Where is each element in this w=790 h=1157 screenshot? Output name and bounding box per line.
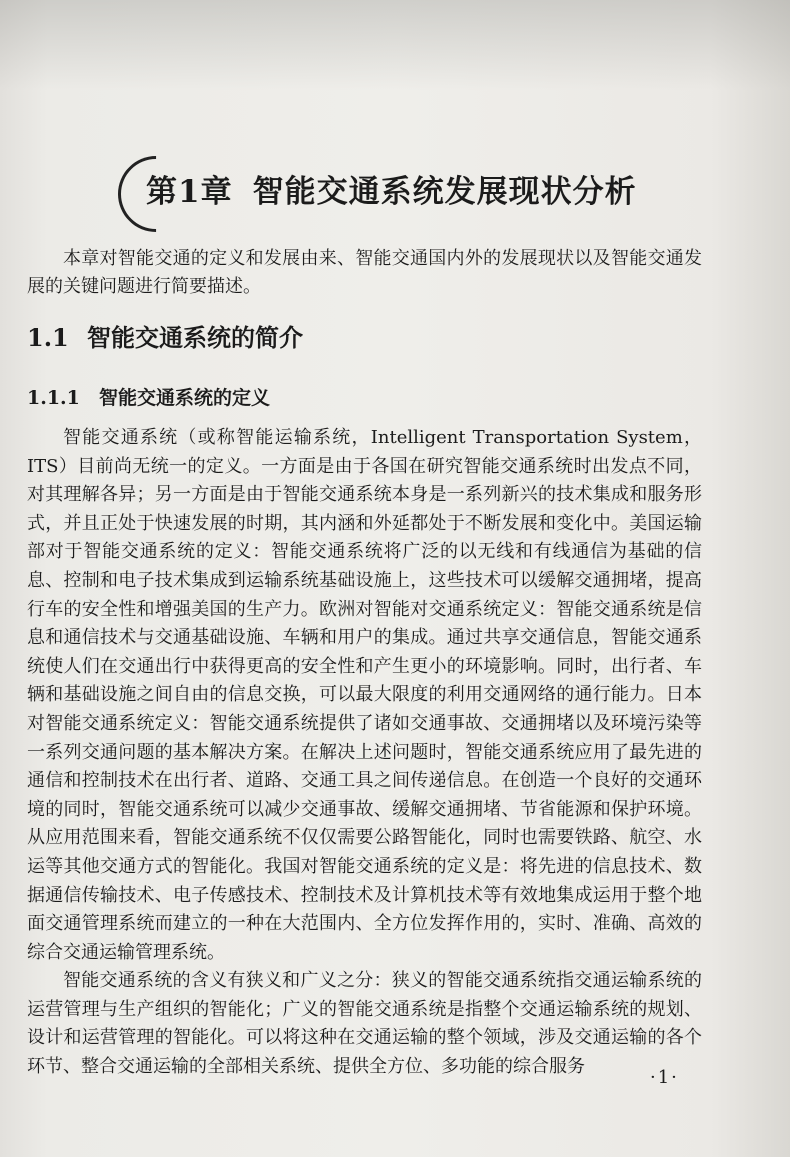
page-number: ·1· (650, 1067, 679, 1088)
section-number: 1.1 (27, 323, 69, 352)
chapter-label: 第1章 (146, 174, 233, 210)
subsection-title: 智能交通系统的定义 (99, 387, 271, 409)
body-text (27, 424, 702, 1082)
section-title: 智能交通系统的简介 (87, 323, 303, 352)
section-heading (27, 318, 303, 353)
chapter-intro: 本章对智能交通的定义和发展由来、智能交通国内外的发展现状以及智能交通发展的关键问题进行简要描述。 (27, 248, 702, 297)
chapter-title-text: 智能交通系统发展现状分析 (252, 174, 637, 210)
paragraph: 智能交通系统的含义有狭义和广义之分：狭义的智能交通系统指交通运输系统的运营管理与生产组织的智能化；广义的智能交通系统是指整个交通运输系统的规划、设计和运营管理的智能化。可以将这种在交通运输的整个领域，涉及交通运输的各个环节、整合交通运输的全部相关系统、提供全方位、多功能的综合服务 (27, 970, 702, 1078)
subsection-number: 1.1.1 (27, 387, 80, 409)
chapter-title (146, 166, 637, 211)
paragraph: 智能交通系统（或称智能运输系统，Intelligent Transportation System，ITS）目前尚无统一的定义。一方面是由于各国在研究智能交通系统时出发点不同，对其理解各异；另一方面是由于智能交通系统本身是一系列新兴的技术集成和服务形式，并且正处于快速发展的时期，其内涵和外延都处于不断发展和变化中。美国运输部对于智能交通系统的定义：智能交通系统将广泛的以无线和有线通信为基础的信息、控制和电子技术集成到运输系统基础设施上，这些技术可以缓解交通拥堵，提高行车的安全性和增强美国的生产力。欧洲对智能对交通系统定义：智能交通系统是信息和通信技术与交通基础设施、车辆和用户的集成。通过共享交通信息，智能交通系统使人们在交通出行中获得更高的安全性和产生更小的环境影响。同时，出行者、车辆和基础设施之间自由的信息交换，可以最大限度的利用交通网络的通行能力。日本对智能交通系统定义：智能交通系统提供了诸如交通事故、交通拥堵以及环境污染等一系列交通问题的基本解决方案。在解决上述问题时，智能交通系统应用了最先进的通信和控制技术在出行者、道路、交通工具之间传递信息。在创造一个良好的交通环境的同时，智能交通系统可以减少交通事故、缓解交通拥堵、节省能源和保护环境。从应用范围来看，智能交通系统不仅仅需要公路智能化，同时也需要铁路、航空、水运等其他交通方式的智能化。我国对智能交通系统的定义是：将先进的信息技术、数据通信传输技术、电子传感技术、控制技术及计算机技术等有效地集成运用于整个地面交通管理系统而建立的一种在大范围内、全方位发挥作用的，实时、准确、高效的综合交通运输管理系统。 (27, 427, 702, 963)
chapter-heading (118, 150, 678, 230)
scan-shadow (0, 0, 790, 90)
subsection-heading (27, 383, 270, 410)
